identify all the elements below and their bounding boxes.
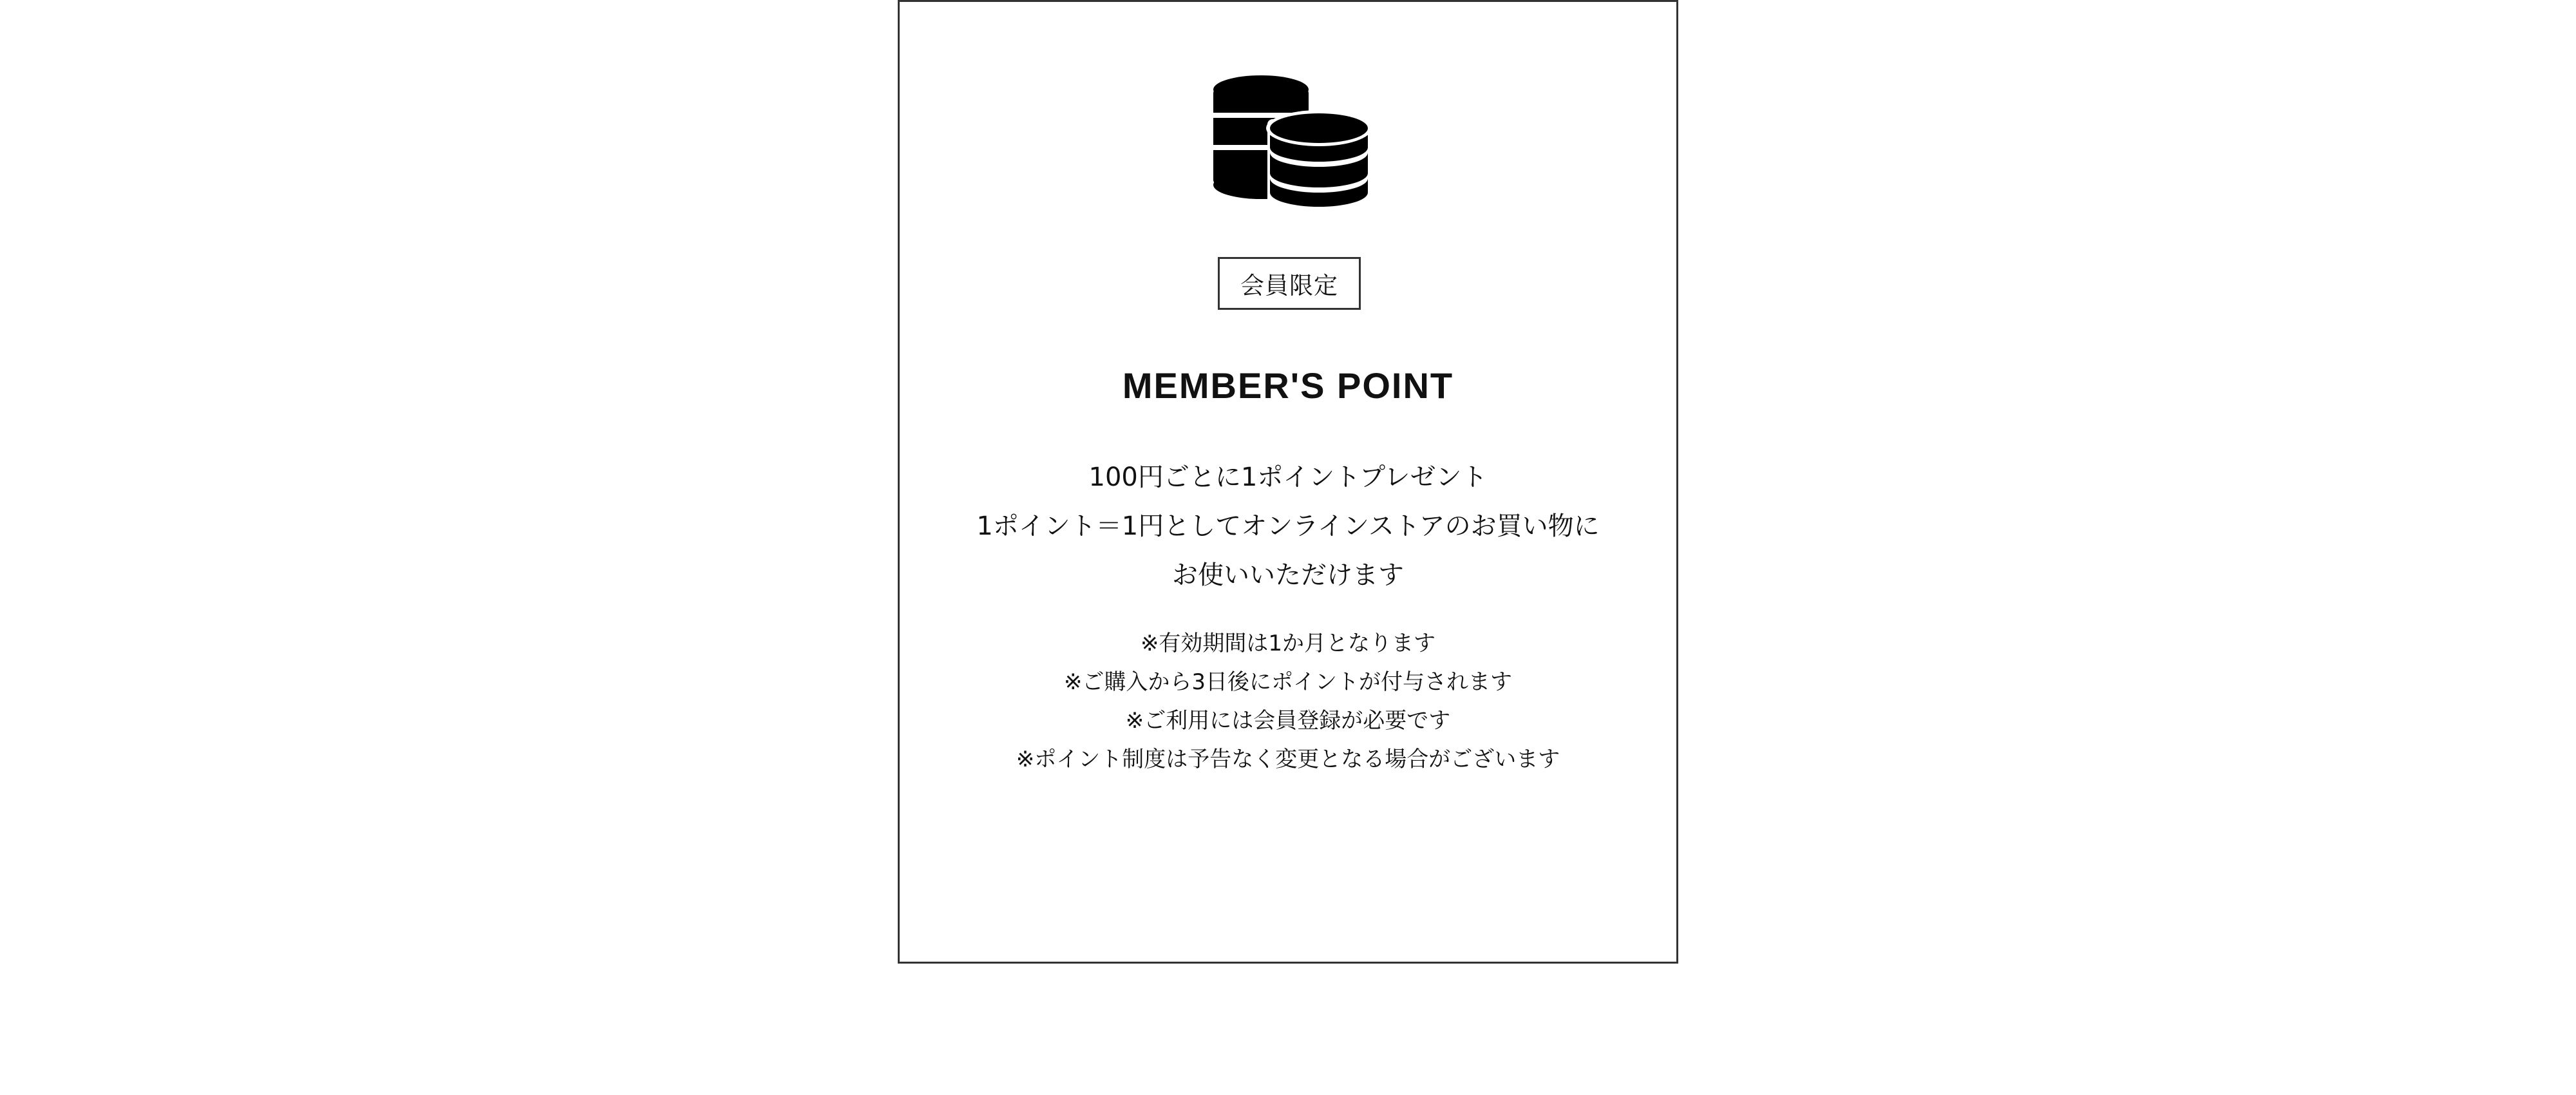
point-notes (900, 624, 1676, 779)
note-item: ※ポイント制度は予告なく変更となる場合がございます (1016, 747, 1560, 772)
point-description (900, 453, 1676, 600)
members-only-badge: 会員限定 (1218, 257, 1361, 310)
point-description-line: 1ポイント＝1円としてオンラインストアのお買い物に (976, 511, 1600, 541)
page-title: MEMBER'S POINT (1122, 365, 1454, 406)
coins-icon (1213, 75, 1374, 211)
member-point-card (898, 0, 1678, 964)
note-item: ※有効期間は1か月となります (1140, 631, 1436, 656)
point-description-line: 100円ごとに1ポイントプレゼント (1088, 462, 1488, 492)
point-description-line: お使いいただけます (1172, 560, 1404, 590)
note-item: ※ご利用には会員登録が必要です (1125, 708, 1451, 734)
note-item: ※ご購入から3日後にポイントが付与されます (1063, 669, 1513, 695)
